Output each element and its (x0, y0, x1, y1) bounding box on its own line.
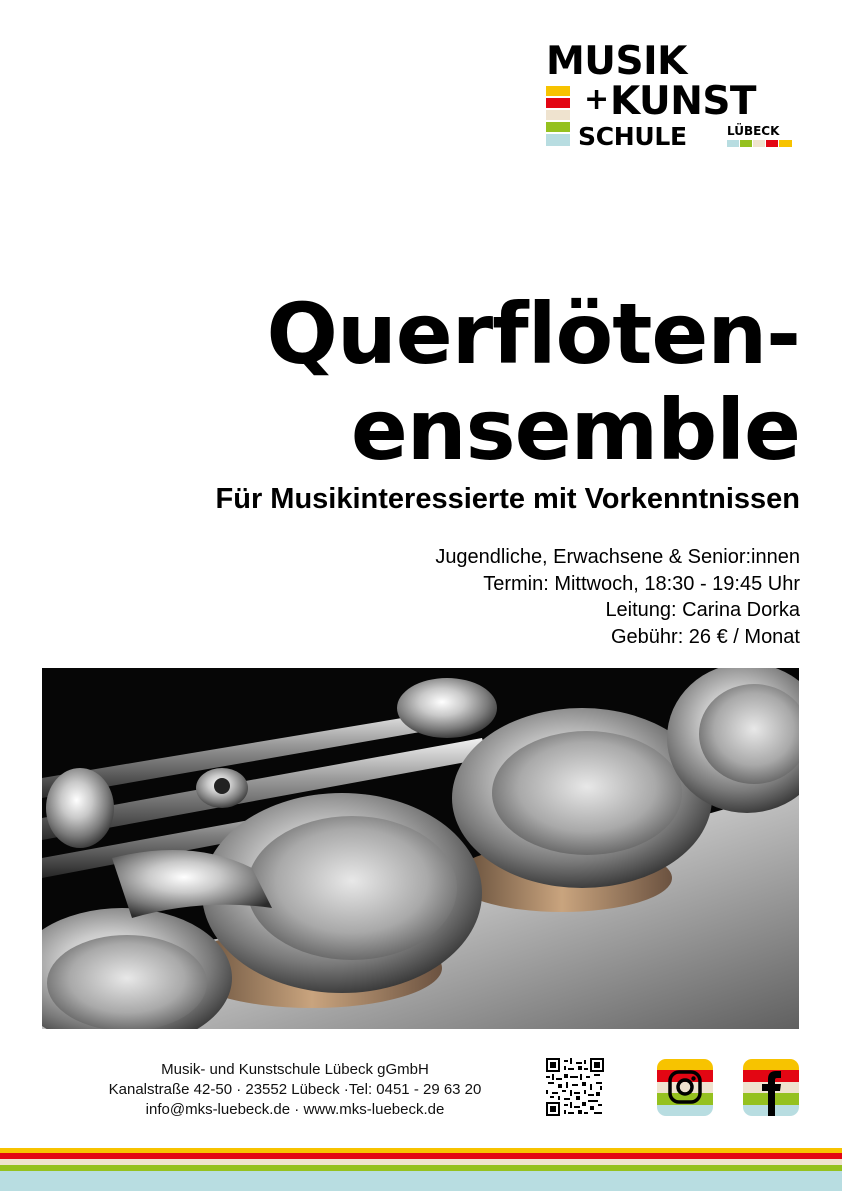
info-fee: Gebühr: 26 € / Monat (610, 625, 800, 648)
info-audience: Jugendliche, Erwachsene & Senior:innen (435, 546, 800, 568)
info-lead: Leitung: Carina Dorka (605, 599, 800, 621)
logo-hbar-2 (740, 140, 752, 147)
footer-org: Musik- und Kunstschule Lübeck gGmbH (161, 1061, 429, 1078)
subtitle: Für Musikinteressierte mit Vorkenntnissen (215, 483, 800, 515)
instagram-icon (668, 1070, 702, 1104)
qr-code-icon[interactable] (546, 1058, 604, 1116)
info-schedule: Termin: Mittwoch, 18:30 - 19:45 Uhr (483, 572, 800, 595)
logo-word-musik: MUSIK (546, 39, 687, 84)
logo-hbar-1 (727, 140, 739, 147)
logo-bar-yellow (546, 86, 570, 96)
instagram-button[interactable] (657, 1059, 713, 1116)
footer-contact (60, 1060, 530, 1120)
instagram-stripe-lightblue (657, 1105, 713, 1116)
bottom-stripe-lightblue (0, 1171, 842, 1191)
footer-address: Kanalstraße 42-50 · 23552 Lübeck ·Tel: 0451 - 29 63 20 (108, 1081, 482, 1098)
title-line-1: Querflöten- (266, 285, 800, 383)
logo-word-kunst: KUNST (610, 79, 757, 124)
school-logo (546, 39, 802, 152)
flute-illustration (42, 668, 799, 1029)
logo-bar-lightblue (546, 134, 570, 146)
logo-bar-green (546, 122, 570, 132)
facebook-icon (759, 1067, 783, 1116)
logo-bar-red (546, 98, 570, 108)
flute-photo (42, 668, 799, 1029)
logo-plus: + (584, 82, 610, 117)
instagram-stripe-yellow (657, 1059, 713, 1070)
footer-web[interactable]: info@mks-luebeck.de · www.mks-luebeck.de (145, 1101, 445, 1118)
title-line-2: ensemble (350, 381, 800, 479)
logo-hbar-4 (766, 140, 778, 147)
logo-word-schule: SCHULE (578, 122, 687, 151)
course-info (435, 544, 800, 650)
logo-word-luebeck: LÜBECK (727, 124, 780, 138)
facebook-button[interactable] (743, 1059, 799, 1116)
logo-hbar-5 (779, 140, 792, 147)
logo-bar-beige (546, 110, 570, 120)
logo-hbar-3 (753, 140, 765, 147)
